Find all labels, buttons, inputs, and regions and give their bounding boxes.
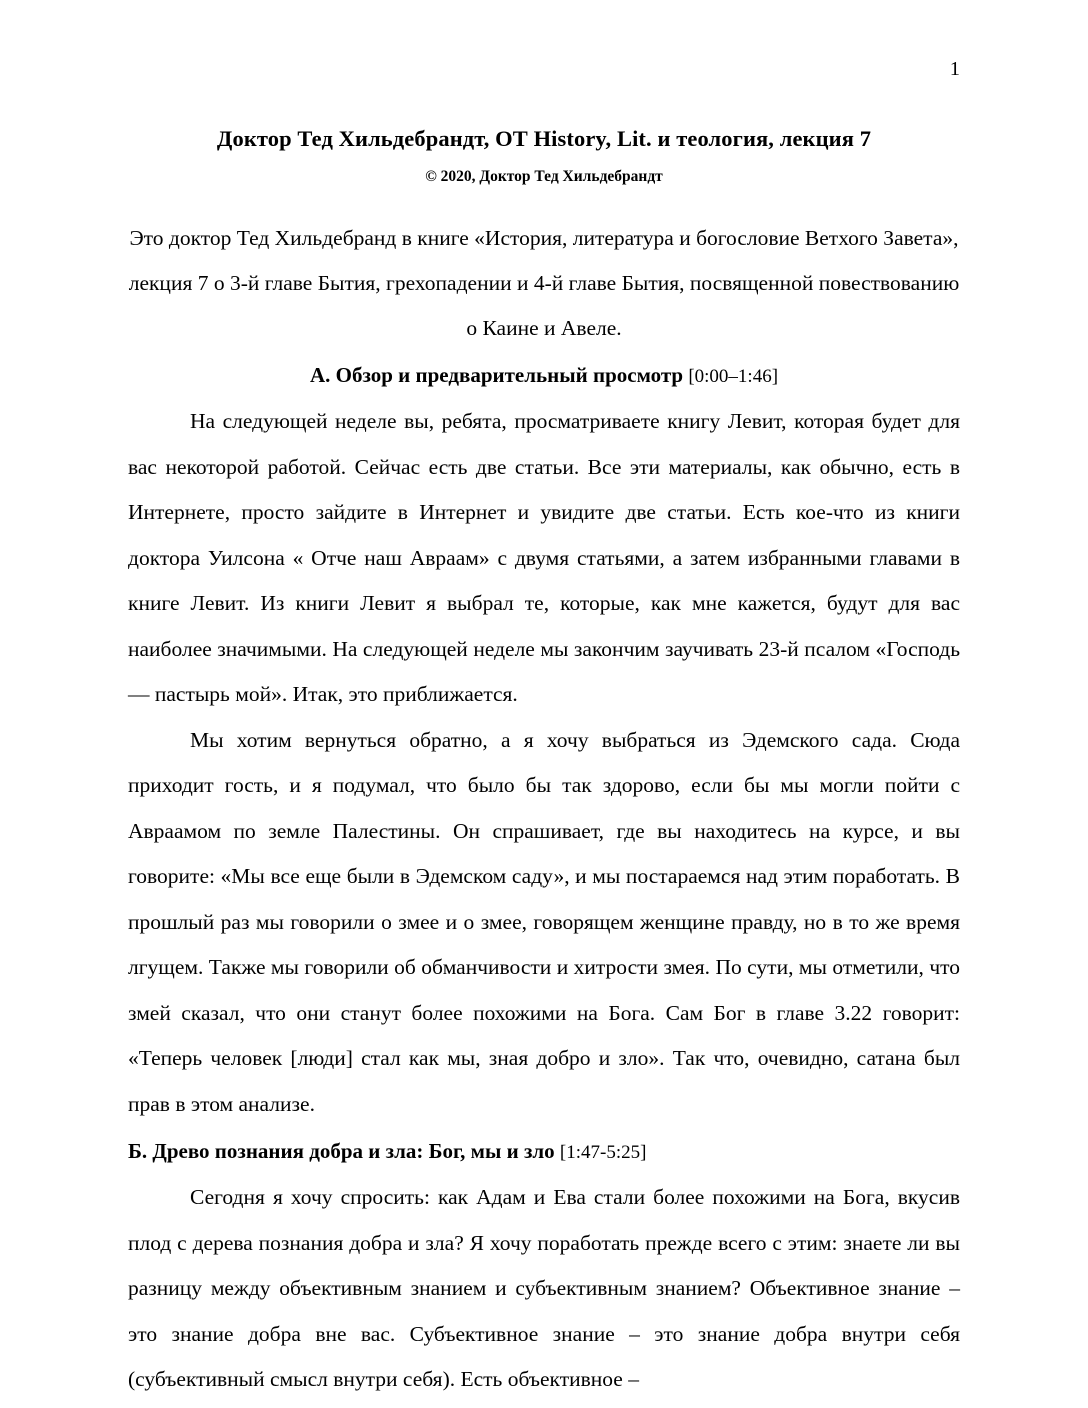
section-heading-a <box>128 353 960 399</box>
paragraph: Мы хотим вернуться обратно, а я хочу выбраться из Эдемского сада. Сюда приходит гость, и я подумал, что было бы так здорово, если бы мы могли пойти с Авраамом по земле Палестины. Он спрашивает, где вы находитесь на курсе, и вы говорите: «Мы все еще были в Эдемском саду», и мы постараемся над этим поработать. В прошлый раз мы говорили о змее и о змее, говорящем женщине правду, но в то же время лгущем. Также мы говорили об обманчивости и хитрости змея. По сути, мы отметили, что змей сказал, что они станут более похожими на Бога. Сам Бог в главе 3.22 говорит: «Теперь человек [люди] стал как мы, зная добро и зло». Так что, очевидно, сатана был прав в этом анализе. <box>128 727 960 1116</box>
copyright-line: © 2020, Доктор Тед Хильдебрандт <box>425 168 663 185</box>
paragraph: Сегодня я хочу спросить: как Адам и Ева стали более похожими на Бога, вкусив плод с дерева познания добра и зла? Я хочу поработать прежде всего с этим: знаете ли вы разницу между объективным знанием и субъективным знанием? Объективное знание – это знание добра вне вас. Субъективное знание – это знание добра внутри себя (субъективный смысл внутри себя). Есть объективное – <box>128 1185 960 1391</box>
section-a-label: А. Обзор и предварительный просмотр <box>309 363 684 387</box>
section-heading-b <box>128 1129 960 1175</box>
section-b-timestamp: [1:47-5:25] <box>559 1142 647 1163</box>
intro-paragraph: Это доктор Тед Хильдебранд в книге «История, литература и богословие Ветхого Завета», лекция 7 о 3-й главе Бытия, грехопадении и 4-й главе Бытия, посвященной повествованию о Каине и Авеле. <box>128 226 960 340</box>
page-number: 1 <box>949 58 960 80</box>
section-b-label: Б. Древо познания добра и зла: Бог, мы и зло <box>128 1139 555 1163</box>
paragraph: На следующей неделе вы, ребята, просматриваете книгу Левит, которая будет для вас некоторой работой. Сейчас есть две статьи. Все эти материалы, как обычно, есть в Интернете, просто зайдите в Интернет и увидите две статьи. Есть кое-что из книги доктора Уилсона « Отче наш Авраам» с двумя статьями, а затем избранными главами в книге Левит. Из книги Левит я выбрал те, которые, как мне кажется, будут для вас наиболее значимыми. На следующей неделе мы закончим заучивать 23-й псалом «Господь — пастырь мой». Итак, это приближается. <box>128 409 960 706</box>
section-a-timestamp: [0:00–1:46] <box>688 366 779 387</box>
page-title: Доктор Тед Хильдебрандт, ОТ History, Lit. и теология, лекция 7 <box>216 126 872 151</box>
